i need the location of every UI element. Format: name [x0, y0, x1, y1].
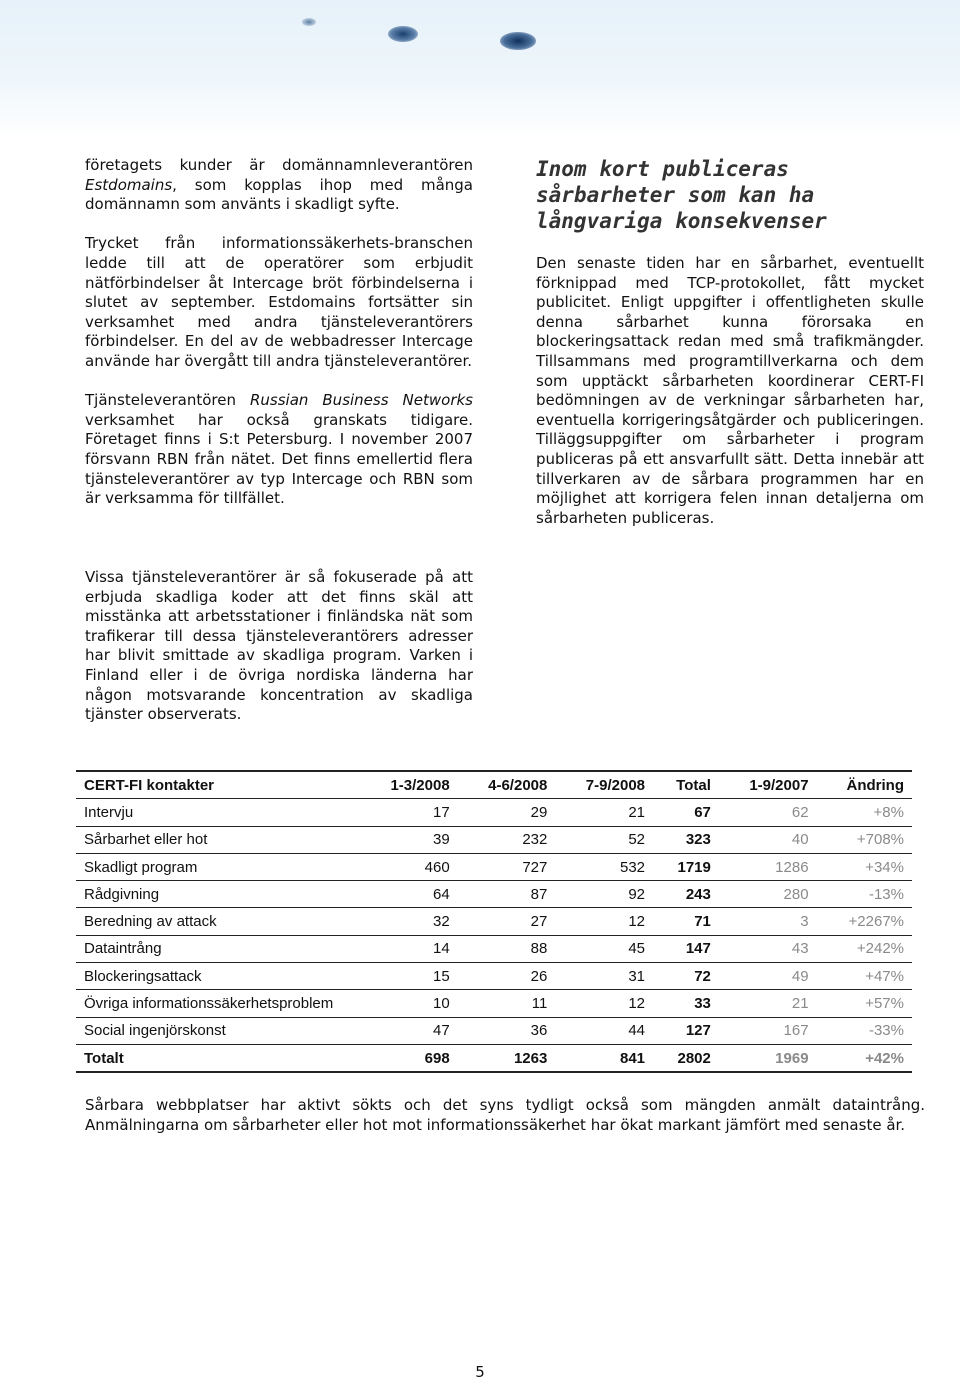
table-cell: 67	[653, 799, 719, 826]
table-cell: 1286	[719, 853, 817, 880]
table-cell: Intervju	[76, 799, 360, 826]
header-banner	[0, 0, 960, 140]
page-number: 5	[475, 1363, 485, 1381]
table-cell: Sårbarhet eller hot	[76, 826, 360, 853]
table-cell: +42%	[817, 1044, 912, 1072]
table-cell: 11	[458, 990, 556, 1017]
table-cell: 167	[719, 1017, 817, 1044]
table-row	[76, 1017, 912, 1044]
table-row	[76, 935, 912, 962]
table-cell: 21	[555, 799, 653, 826]
banner-graphic	[500, 32, 536, 50]
table-cell: +708%	[817, 826, 912, 853]
table-row	[76, 908, 912, 935]
table-cell: 49	[719, 963, 817, 990]
table-row	[76, 963, 912, 990]
table-cell: 15	[360, 963, 458, 990]
table-cell: Beredning av attack	[76, 908, 360, 935]
paragraph: företagets kunder är domännamnleverantören Estdomains, som kopplas ihop med många domännamn som använts i skadligt syfte.	[85, 156, 473, 214]
table-cell: 127	[653, 1017, 719, 1044]
table-cell: 62	[719, 799, 817, 826]
table-cell: 88	[458, 935, 556, 962]
column-header: Ändring	[817, 771, 912, 799]
table-cell: -33%	[817, 1017, 912, 1044]
column-header: 7-9/2008	[555, 771, 653, 799]
table-cell: 87	[458, 881, 556, 908]
table-cell: 17	[360, 799, 458, 826]
table-cell: +57%	[817, 990, 912, 1017]
table-cell: 39	[360, 826, 458, 853]
column-header: 1-3/2008	[360, 771, 458, 799]
table-cell: 232	[458, 826, 556, 853]
table-cell: 14	[360, 935, 458, 962]
table-cell: 29	[458, 799, 556, 826]
table-cell: 71	[653, 908, 719, 935]
table-row	[76, 799, 912, 826]
column-header: 1-9/2007	[719, 771, 817, 799]
column-header: Total	[653, 771, 719, 799]
table-cell: 43	[719, 935, 817, 962]
paragraph: Vissa tjänsteleverantörer är så fokuserade på att erbjuda skadliga koder att det finns skäl att misstänka att arbetsstationer i finländska nät som trafikerar till dessa tjänsteleverantörers adresser har blivit smittade av skadliga program. Varken i Finland eller i de övriga nordiska länderna har någon motsvarande koncentration av skadliga tjänster observerats.	[85, 568, 473, 724]
table-cell: 841	[555, 1044, 653, 1072]
table-cell: 26	[458, 963, 556, 990]
banner-graphic	[388, 26, 418, 42]
table-cell: 27	[458, 908, 556, 935]
table-cell: 1263	[458, 1044, 556, 1072]
table-cell: Social ingenjörskonst	[76, 1017, 360, 1044]
table-cell: +242%	[817, 935, 912, 962]
table-cell: Rådgivning	[76, 881, 360, 908]
table-row	[76, 990, 912, 1017]
table-cell: 147	[653, 935, 719, 962]
table-cell: 92	[555, 881, 653, 908]
table-cell: 280	[719, 881, 817, 908]
table-row	[76, 881, 912, 908]
table-cell: 532	[555, 853, 653, 880]
caption: Sårbara webbplatser har aktivt sökts och det syns tydligt också som mängden anmält dataintrång. Anmälningarna om sårbarheter eller hot mot informationssäkerhet har ökat markant jämfört med senaste år.	[85, 1096, 925, 1134]
table-cell: Dataintrång	[76, 935, 360, 962]
table-cell: 64	[360, 881, 458, 908]
table-cell: -13%	[817, 881, 912, 908]
section-heading: Inom kort publiceras sårbarheter som kan ha långvariga konsekvenser	[536, 157, 827, 233]
table-cell: +2267%	[817, 908, 912, 935]
table-cell: 460	[360, 853, 458, 880]
paragraph: Tjänsteleverantören Russian Business Networks verksamhet har också granskats tidigare. Företaget finns i S:t Petersburg. I november 2007 försvann RBN från nätet. Det finns emellertid flera tjänsteleverantörer av typ Intercage och RBN som är verksamma för tillfället.	[85, 391, 473, 508]
table-cell: 40	[719, 826, 817, 853]
table-cell: +8%	[817, 799, 912, 826]
table-cell: 32	[360, 908, 458, 935]
table-cell: 1969	[719, 1044, 817, 1072]
table-cell: 44	[555, 1017, 653, 1044]
column-header: CERT-FI kontakter	[76, 771, 360, 799]
table-cell: 10	[360, 990, 458, 1017]
table-cell: 72	[653, 963, 719, 990]
table-cell: 1719	[653, 853, 719, 880]
table-cell: 33	[653, 990, 719, 1017]
table-cell: 323	[653, 826, 719, 853]
table-cell: 3	[719, 908, 817, 935]
table-cell: Blockeringsattack	[76, 963, 360, 990]
table-row	[76, 826, 912, 853]
table-cell: +47%	[817, 963, 912, 990]
column-header: 4-6/2008	[458, 771, 556, 799]
table-cell: +34%	[817, 853, 912, 880]
right-column	[536, 254, 924, 548]
table-cell: Totalt	[76, 1044, 360, 1072]
table-total-row	[76, 1044, 912, 1072]
paragraph: Den senaste tiden har en sårbarhet, eventuellt förknippad med TCP-protokollet, fått mycket publicitet. Enligt uppgifter i offentligheten skulle denna sårbarhet kunna förorsaka en blockeringsattack redan med små trafikmängder. Tillsammans med programtillverkarna och dem som upptäckt sårbarheten koordinerar CERT-FI bedömningen av de verkningar sårbarheten har, eventuella korrigeringsåtgärder och publiceringen. Tilläggsuppgifter om sårbarheter i program publiceras på ett ansvarfullt sätt. Detta innebär att tillverkaren av de sårbara programmen har en möjlighet att korrigera felen innan detaljerna om sårbarheten publiceras.	[536, 254, 924, 527]
paragraph: Trycket från informationssäkerhets-branschen ledde till att de operatörer som erbjudit nätförbindelser åt Intercage bröt förbindelserna i slutet av september. Estdomains fortsätter sin verksamhet med andra tjänsteleverantörers förbindelser. En del av de webbadresser Intercage använde har övergått till andra tjänsteleverantörer.	[85, 234, 473, 370]
table-cell: 21	[719, 990, 817, 1017]
table-cell: 243	[653, 881, 719, 908]
table-cell: 31	[555, 963, 653, 990]
table-cell: 698	[360, 1044, 458, 1072]
table-cell: 12	[555, 990, 653, 1017]
table-cell: 727	[458, 853, 556, 880]
table-cell: 12	[555, 908, 653, 935]
table-cell: 2802	[653, 1044, 719, 1072]
table-cell: Skadligt program	[76, 853, 360, 880]
cert-fi-contacts-table	[76, 770, 912, 1073]
table-cell: 47	[360, 1017, 458, 1044]
banner-graphic	[302, 18, 316, 26]
table-header-row	[76, 771, 912, 799]
table-cell: 45	[555, 935, 653, 962]
table-cell: 36	[458, 1017, 556, 1044]
table-row	[76, 853, 912, 880]
table-cell: Övriga informationssäkerhetsproblem	[76, 990, 360, 1017]
left-column	[85, 156, 473, 528]
table-cell: 52	[555, 826, 653, 853]
